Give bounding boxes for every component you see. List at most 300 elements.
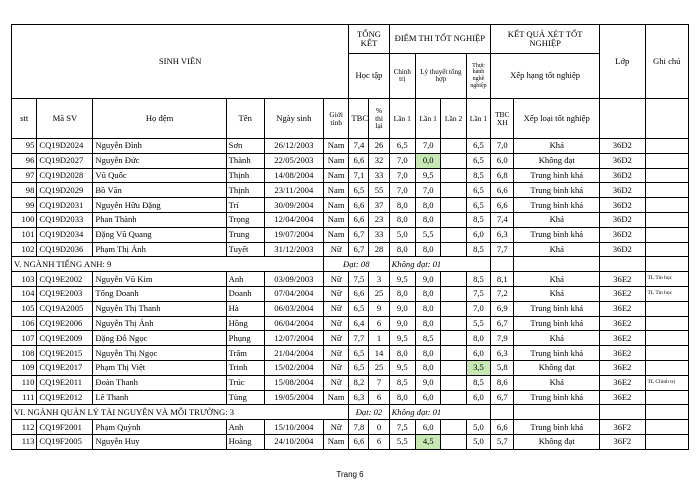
cell-gioi-tinh: Nữ (323, 301, 348, 316)
cell-chinh-tri: 7,0 (389, 153, 415, 168)
cell-xep-loai: Khá (514, 331, 600, 346)
cell-ngay-sinh: 22/05/2003 (264, 153, 323, 168)
cell-chinh-tri: 5,0 (389, 227, 415, 242)
cell-gioi-tinh: Nam (323, 139, 348, 154)
cell-ho-dem: Lê Thanh (93, 390, 226, 405)
cell-lop: 36E2 (600, 286, 645, 301)
cell-gioi-tinh: Nam (323, 212, 348, 227)
cell-chinh-tri: 8,0 (389, 346, 415, 361)
table-row (12, 212, 689, 227)
cell-tbc: 6,6 (349, 434, 369, 449)
cell-gioi-tinh: Nam (323, 198, 348, 213)
cell-thuc-hanh: 3,5 (466, 360, 490, 375)
section-vi (12, 405, 689, 420)
cell-ghi-chu (645, 198, 688, 213)
cell-ly-thuyet-lan2 (441, 286, 466, 301)
col-ngay-sinh: Ngày sinh (264, 99, 323, 139)
cell-chinh-tri: 8,5 (389, 375, 415, 390)
cell-stt: 106 (12, 316, 37, 331)
cell-ly-thuyet-lan2 (441, 420, 466, 435)
cell-lop: 36D2 (600, 153, 645, 168)
cell-ma-sv: CQ19D2028 (37, 168, 93, 183)
cell-xep-loai: Trung bình khá (514, 301, 600, 316)
cell-xep-loai: Khá (514, 212, 600, 227)
cell-thuc-hanh: 8,5 (466, 212, 490, 227)
cell-ngay-sinh: 06/04/2004 (264, 316, 323, 331)
cell-gioi-tinh: Nữ (323, 346, 348, 361)
cell-tbc-xh: 8,6 (491, 375, 514, 390)
cell-ho-dem: Vũ Quốc (93, 168, 226, 183)
cell-lop: 36E2 (600, 331, 645, 346)
header-ket-qua: KẾT QUẢ XÉT TỐT NGHIỆP (491, 25, 600, 54)
cell-xep-loai: Khá (514, 139, 600, 154)
cell-gioi-tinh: Nữ (323, 316, 348, 331)
cell-lop: 36E2 (600, 346, 645, 361)
cell-chinh-tri: 7,5 (389, 420, 415, 435)
cell-tbc-xh: 7,9 (491, 331, 514, 346)
cell-ngay-sinh: 06/03/2004 (264, 301, 323, 316)
cell-ten: Anh (226, 272, 264, 287)
cell-ho-dem: Tống Doanh (93, 286, 226, 301)
cell-pct-thi-lai: 7 (369, 375, 389, 390)
cell-chinh-tri: 8,0 (389, 212, 415, 227)
cell-ten: Trúc (226, 375, 264, 390)
cell-xep-loai: Trung bình khá (514, 183, 600, 198)
cell-pct-thi-lai: 14 (369, 346, 389, 361)
cell-lop: 36E2 (600, 301, 645, 316)
cell-ly-thuyet-lan1: 8,0 (416, 286, 441, 301)
cell-ly-thuyet-lan2 (441, 168, 466, 183)
cell-stt: 98 (12, 183, 37, 198)
cell-ho-dem: Phạm Thị Ánh (93, 242, 226, 257)
cell-thuc-hanh: 6,5 (466, 198, 490, 213)
cell-ma-sv: CQ19E2006 (37, 316, 93, 331)
cell-xep-loai: Khá (514, 286, 600, 301)
cell-chinh-tri: 8,0 (389, 390, 415, 405)
cell-chinh-tri: 8,0 (389, 286, 415, 301)
cell-gioi-tinh: Nữ (323, 272, 348, 287)
cell-ma-sv: CQ19F2005 (37, 434, 93, 449)
cell-pct-thi-lai: 33 (369, 168, 389, 183)
section-v-khong-dat: Không đạt: 01 (389, 257, 491, 272)
cell-ngay-sinh: 14/08/2004 (264, 168, 323, 183)
cell-gioi-tinh: Nữ (323, 331, 348, 346)
cell-ghi-chu: TL Tin học (645, 272, 688, 287)
table-row (12, 242, 689, 257)
cell-ten: Hồng (226, 316, 264, 331)
cell-ten: Trinh (226, 360, 264, 375)
cell-ma-sv: CQ19D2034 (37, 227, 93, 242)
cell-ngay-sinh: 03/09/2003 (264, 272, 323, 287)
cell-ly-thuyet-lan1: 8,0 (416, 301, 441, 316)
cell-pct-thi-lai: 33 (369, 227, 389, 242)
cell-pct-thi-lai: 25 (369, 360, 389, 375)
cell-xep-loai: Khá (514, 375, 600, 390)
col-gioi-tinh: Giới tính (323, 99, 348, 139)
cell-ngay-sinh: 15/10/2004 (264, 420, 323, 435)
cell-stt: 95 (12, 139, 37, 154)
cell-pct-thi-lai: 1 (369, 331, 389, 346)
table-row (12, 183, 689, 198)
cell-ma-sv: CQ19D2027 (37, 153, 93, 168)
cell-tbc: 7,5 (349, 272, 369, 287)
cell-tbc-xh: 7,2 (491, 286, 514, 301)
cell-gioi-tinh: Nữ (323, 360, 348, 375)
cell-ly-thuyet-lan2 (441, 301, 466, 316)
graduation-results-table (11, 24, 689, 450)
cell-thuc-hanh: 5,0 (466, 420, 490, 435)
cell-tbc: 7,1 (349, 168, 369, 183)
cell-tbc-xh: 5,7 (491, 434, 514, 449)
cell-ly-thuyet-lan1: 5,5 (416, 227, 441, 242)
cell-xep-loai: Trung bình khá (514, 227, 600, 242)
cell-ly-thuyet-lan2 (441, 153, 466, 168)
cell-thuc-hanh: 6,5 (466, 139, 490, 154)
cell-ly-thuyet-lan1: 8,0 (416, 198, 441, 213)
cell-tbc-xh: 5,8 (491, 360, 514, 375)
cell-lop: 36E2 (600, 316, 645, 331)
cell-xep-loai: Trung bình khá (514, 316, 600, 331)
cell-tbc: 6,6 (349, 198, 369, 213)
cell-ho-dem: Nguyễn Thị Ngọc (93, 346, 226, 361)
cell-tbc: 6,6 (349, 286, 369, 301)
cell-ngay-sinh: 31/12/2003 (264, 242, 323, 257)
cell-pct-thi-lai: 9 (369, 301, 389, 316)
cell-ngay-sinh: 30/09/2004 (264, 198, 323, 213)
rows-group-a (12, 139, 689, 257)
col-chinh-tri-lan1: Lần 1 (389, 99, 415, 139)
header-chinh-tri: Chính trị (389, 54, 415, 99)
cell-ho-dem: Nguyễn Huy (93, 434, 226, 449)
cell-ly-thuyet-lan2 (441, 272, 466, 287)
cell-ly-thuyet-lan1: 6,0 (416, 420, 441, 435)
cell-pct-thi-lai: 0 (369, 420, 389, 435)
header-diem-thi: ĐIỂM THI TỐT NGHIỆP (389, 25, 491, 54)
cell-stt: 102 (12, 242, 37, 257)
cell-thuc-hanh: 8,5 (466, 242, 490, 257)
cell-ngay-sinh: 12/04/2004 (264, 212, 323, 227)
cell-ghi-chu (645, 434, 688, 449)
cell-tbc: 8,2 (349, 375, 369, 390)
cell-ten: Thành (226, 153, 264, 168)
table-row (12, 375, 689, 390)
cell-ten: Doanh (226, 286, 264, 301)
section-v-title: V. NGÀNH TIẾNG ANH: 9 (12, 257, 324, 272)
cell-ngay-sinh: 19/05/2004 (264, 390, 323, 405)
cell-ly-thuyet-lan2 (441, 198, 466, 213)
cell-ly-thuyet-lan2 (441, 316, 466, 331)
table-row (12, 390, 689, 405)
cell-xep-loai: Không đạt (514, 153, 600, 168)
cell-ngay-sinh: 24/10/2004 (264, 434, 323, 449)
table-row (12, 153, 689, 168)
cell-ghi-chu (645, 139, 688, 154)
cell-tbc: 7,4 (349, 139, 369, 154)
cell-thuc-hanh: 6,0 (466, 227, 490, 242)
col-xep-loai: Xếp loại tốt nghiệp (514, 99, 600, 139)
cell-thuc-hanh: 6,0 (466, 390, 490, 405)
cell-tbc-xh: 6,8 (491, 168, 514, 183)
table-row (12, 434, 689, 449)
table-row (12, 198, 689, 213)
cell-lop: 36D2 (600, 139, 645, 154)
cell-stt: 112 (12, 420, 37, 435)
col-ten: Tên (226, 99, 264, 139)
cell-ly-thuyet-lan2 (441, 434, 466, 449)
cell-stt: 101 (12, 227, 37, 242)
cell-ma-sv: CQ19A2005 (37, 301, 93, 316)
cell-xep-loai: Không đạt (514, 434, 600, 449)
cell-ten: Tuyết (226, 242, 264, 257)
cell-tbc: 6,6 (349, 212, 369, 227)
cell-chinh-tri: 7,0 (389, 183, 415, 198)
cell-gioi-tinh: Nam (323, 390, 348, 405)
cell-ngay-sinh: 26/12/2003 (264, 139, 323, 154)
cell-ghi-chu (645, 183, 688, 198)
cell-pct-thi-lai: 6 (369, 316, 389, 331)
cell-ten: Phụng (226, 331, 264, 346)
cell-ten: Thịnh (226, 183, 264, 198)
cell-thuc-hanh: 8,5 (466, 168, 490, 183)
header-hoc-tap: Học tập (349, 54, 389, 99)
cell-ma-sv: CQ19E2015 (37, 346, 93, 361)
table-row (12, 420, 689, 435)
cell-xep-loai: Khá (514, 272, 600, 287)
cell-chinh-tri: 9,0 (389, 301, 415, 316)
cell-chinh-tri: 8,0 (389, 242, 415, 257)
cell-ly-thuyet-lan1: 8,0 (416, 346, 441, 361)
cell-ma-sv: CQ19D2029 (37, 183, 93, 198)
cell-lop: 36E2 (600, 390, 645, 405)
cell-ghi-chu (645, 227, 688, 242)
cell-ngay-sinh: 15/08/2004 (264, 375, 323, 390)
cell-ghi-chu (645, 346, 688, 361)
cell-ten: Sơn (226, 139, 264, 154)
cell-ly-thuyet-lan1: 7,0 (416, 183, 441, 198)
cell-tbc: 6,7 (349, 242, 369, 257)
cell-ho-dem: Phạm Quỳnh (93, 420, 226, 435)
table-row (12, 168, 689, 183)
page-footer: Trang 6 (336, 470, 364, 479)
cell-pct-thi-lai: 23 (369, 212, 389, 227)
cell-ly-thuyet-lan2 (441, 375, 466, 390)
col-tbc: TBC (349, 99, 369, 139)
cell-tbc: 6,4 (349, 316, 369, 331)
cell-ma-sv: CQ19D2024 (37, 139, 93, 154)
cell-tbc-xh: 6,9 (491, 301, 514, 316)
cell-ho-dem: Nguyễn Đình (93, 139, 226, 154)
cell-ly-thuyet-lan1: 9,0 (416, 375, 441, 390)
cell-lop: 36E2 (600, 360, 645, 375)
section-v (12, 257, 689, 272)
cell-tbc: 7,7 (349, 331, 369, 346)
cell-ly-thuyet-lan2 (441, 360, 466, 375)
cell-lop: 36E2 (600, 272, 645, 287)
cell-tbc-xh: 6,7 (491, 390, 514, 405)
cell-stt: 111 (12, 390, 37, 405)
cell-xep-loai: Trung bình khá (514, 168, 600, 183)
col-ma-sv: Mã SV (37, 99, 93, 139)
cell-ma-sv: CQ19E2012 (37, 390, 93, 405)
cell-ho-dem: Phan Thành (93, 212, 226, 227)
table-row (12, 346, 689, 361)
cell-ghi-chu: TL Tin học (645, 286, 688, 301)
cell-ten: Trung (226, 227, 264, 242)
cell-chinh-tri: 9,5 (389, 331, 415, 346)
header-tong-ket: TỔNG KẾT (349, 25, 389, 54)
cell-pct-thi-lai: 3 (369, 272, 389, 287)
cell-ly-thuyet-lan1: 8,0 (416, 360, 441, 375)
section-vi-khong-dat: Không đạt: 01 (389, 405, 491, 420)
cell-thuc-hanh: 8,5 (466, 272, 490, 287)
cell-chinh-tri: 6,5 (389, 139, 415, 154)
cell-xep-loai: Không đạt (514, 360, 600, 375)
cell-ngay-sinh: 21/04/2004 (264, 346, 323, 361)
cell-ghi-chu (645, 153, 688, 168)
cell-ghi-chu (645, 168, 688, 183)
cell-ten: Hoàng (226, 434, 264, 449)
table-row (12, 139, 689, 154)
cell-tbc: 6,6 (349, 153, 369, 168)
table-row (12, 316, 689, 331)
cell-ly-thuyet-lan1: 6,0 (416, 390, 441, 405)
col-pct-thi-lai: % thi lại (369, 99, 389, 139)
rows-group-b (12, 272, 689, 405)
cell-ghi-chu (645, 390, 688, 405)
cell-ghi-chu (645, 360, 688, 375)
cell-gioi-tinh: Nữ (323, 286, 348, 301)
cell-ma-sv: CQ19E2017 (37, 360, 93, 375)
cell-ten: Trâm (226, 346, 264, 361)
cell-ho-dem: Nguyễn Hữu Đặng (93, 198, 226, 213)
cell-gioi-tinh: Nam (323, 153, 348, 168)
cell-ly-thuyet-lan1: 8,0 (416, 316, 441, 331)
cell-tbc: 6,5 (349, 360, 369, 375)
cell-ly-thuyet-lan1: 8,0 (416, 212, 441, 227)
cell-tbc-xh: 6,0 (491, 153, 514, 168)
cell-ngay-sinh: 15/02/2004 (264, 360, 323, 375)
cell-ly-thuyet-lan1: 8,0 (416, 242, 441, 257)
cell-lop: 36F2 (600, 420, 645, 435)
cell-stt: 113 (12, 434, 37, 449)
rows-group-c (12, 420, 689, 450)
cell-stt: 105 (12, 301, 37, 316)
cell-pct-thi-lai: 6 (369, 434, 389, 449)
cell-ten: Trọng (226, 212, 264, 227)
cell-thuc-hanh: 6,5 (466, 183, 490, 198)
cell-ghi-chu (645, 301, 688, 316)
header-thuc-hanh: Thực hành nghề nghiệp (466, 54, 490, 99)
cell-gioi-tinh: Nam (323, 227, 348, 242)
cell-ho-dem: Bồ Văn (93, 183, 226, 198)
cell-xep-loai: Trung bình khá (514, 346, 600, 361)
table-row (12, 301, 689, 316)
cell-xep-loai: Khá (514, 242, 600, 257)
cell-pct-thi-lai: 32 (369, 153, 389, 168)
cell-ten: Thịnh (226, 168, 264, 183)
cell-tbc-xh: 7,4 (491, 212, 514, 227)
cell-thuc-hanh: 6,5 (466, 153, 490, 168)
section-vi-title: VI. NGÀNH QUẢN LÝ TÀI NGUYÊN VÀ MÔI TRƯỜNG: 3 (12, 405, 349, 420)
cell-tbc-xh: 6,7 (491, 316, 514, 331)
cell-chinh-tri: 9,5 (389, 272, 415, 287)
cell-tbc-xh: 8,1 (491, 272, 514, 287)
cell-thuc-hanh: 8,5 (466, 375, 490, 390)
cell-lop: 36E2 (600, 375, 645, 390)
cell-ho-dem: Đặng Vũ Quang (93, 227, 226, 242)
cell-ho-dem: Nguyễn Thị Ánh (93, 316, 226, 331)
cell-ho-dem: Đặng Đỗ Ngọc (93, 331, 226, 346)
cell-stt: 104 (12, 286, 37, 301)
cell-tbc: 6,5 (349, 183, 369, 198)
cell-ghi-chu: TL Chính trị (645, 375, 688, 390)
cell-ma-sv: CQ19E2002 (37, 272, 93, 287)
cell-ghi-chu (645, 331, 688, 346)
cell-lop: 36D2 (600, 183, 645, 198)
table-row (12, 331, 689, 346)
cell-ly-thuyet-lan2 (441, 242, 466, 257)
cell-ma-sv: CQ19F2001 (37, 420, 93, 435)
header-sinh-vien: SINH VIÊN (12, 25, 349, 99)
cell-ngay-sinh: 19/07/2004 (264, 227, 323, 242)
cell-pct-thi-lai: 26 (369, 139, 389, 154)
cell-ly-thuyet-lan2 (441, 346, 466, 361)
cell-thuc-hanh: 5,5 (466, 316, 490, 331)
cell-ngay-sinh: 07/04/2004 (264, 286, 323, 301)
col-thuc-hanh-lan1: Lần 1 (466, 99, 490, 139)
col-ly-thuyet-lan2: Lần 2 (441, 99, 466, 139)
cell-ghi-chu (645, 212, 688, 227)
cell-tbc: 6,3 (349, 390, 369, 405)
section-vi-dat: Đạt: 02 (349, 405, 389, 420)
cell-gioi-tinh: Nam (323, 434, 348, 449)
cell-stt: 110 (12, 375, 37, 390)
cell-ly-thuyet-lan1: 9,0 (416, 272, 441, 287)
cell-thuc-hanh: 6,0 (466, 346, 490, 361)
header-lop: Lớp (600, 25, 645, 99)
cell-lop: 36D2 (600, 168, 645, 183)
cell-ly-thuyet-lan1: 4,5 (416, 434, 441, 449)
cell-thuc-hanh: 7,5 (466, 286, 490, 301)
col-ly-thuyet-lan1: Lần 1 (416, 99, 441, 139)
cell-ghi-chu (645, 420, 688, 435)
cell-thuc-hanh: 7,0 (466, 301, 490, 316)
col-tbc-xh: TBC XH (491, 99, 514, 139)
cell-ly-thuyet-lan2 (441, 390, 466, 405)
cell-ma-sv: CQ19E2003 (37, 286, 93, 301)
cell-stt: 99 (12, 198, 37, 213)
cell-ghi-chu (645, 316, 688, 331)
cell-pct-thi-lai: 28 (369, 242, 389, 257)
cell-tbc-xh: 7,7 (491, 242, 514, 257)
cell-chinh-tri: 9,0 (389, 316, 415, 331)
cell-tbc-xh: 6,6 (491, 198, 514, 213)
col-lop-blank (600, 99, 645, 139)
cell-ma-sv: CQ19E2011 (37, 375, 93, 390)
cell-ma-sv: CQ19E2009 (37, 331, 93, 346)
cell-ho-dem: Nguyễn Đức (93, 153, 226, 168)
col-stt: stt (12, 99, 37, 139)
cell-xep-loai: Trung bình khá (514, 390, 600, 405)
cell-lop: 36D2 (600, 198, 645, 213)
cell-ly-thuyet-lan2 (441, 227, 466, 242)
cell-thuc-hanh: 8,0 (466, 331, 490, 346)
header-ly-thuyet: Lý thuyết tổng hợp (416, 54, 467, 99)
cell-pct-thi-lai: 6 (369, 390, 389, 405)
cell-ten: Hà (226, 301, 264, 316)
cell-ly-thuyet-lan2 (441, 331, 466, 346)
table-row (12, 286, 689, 301)
